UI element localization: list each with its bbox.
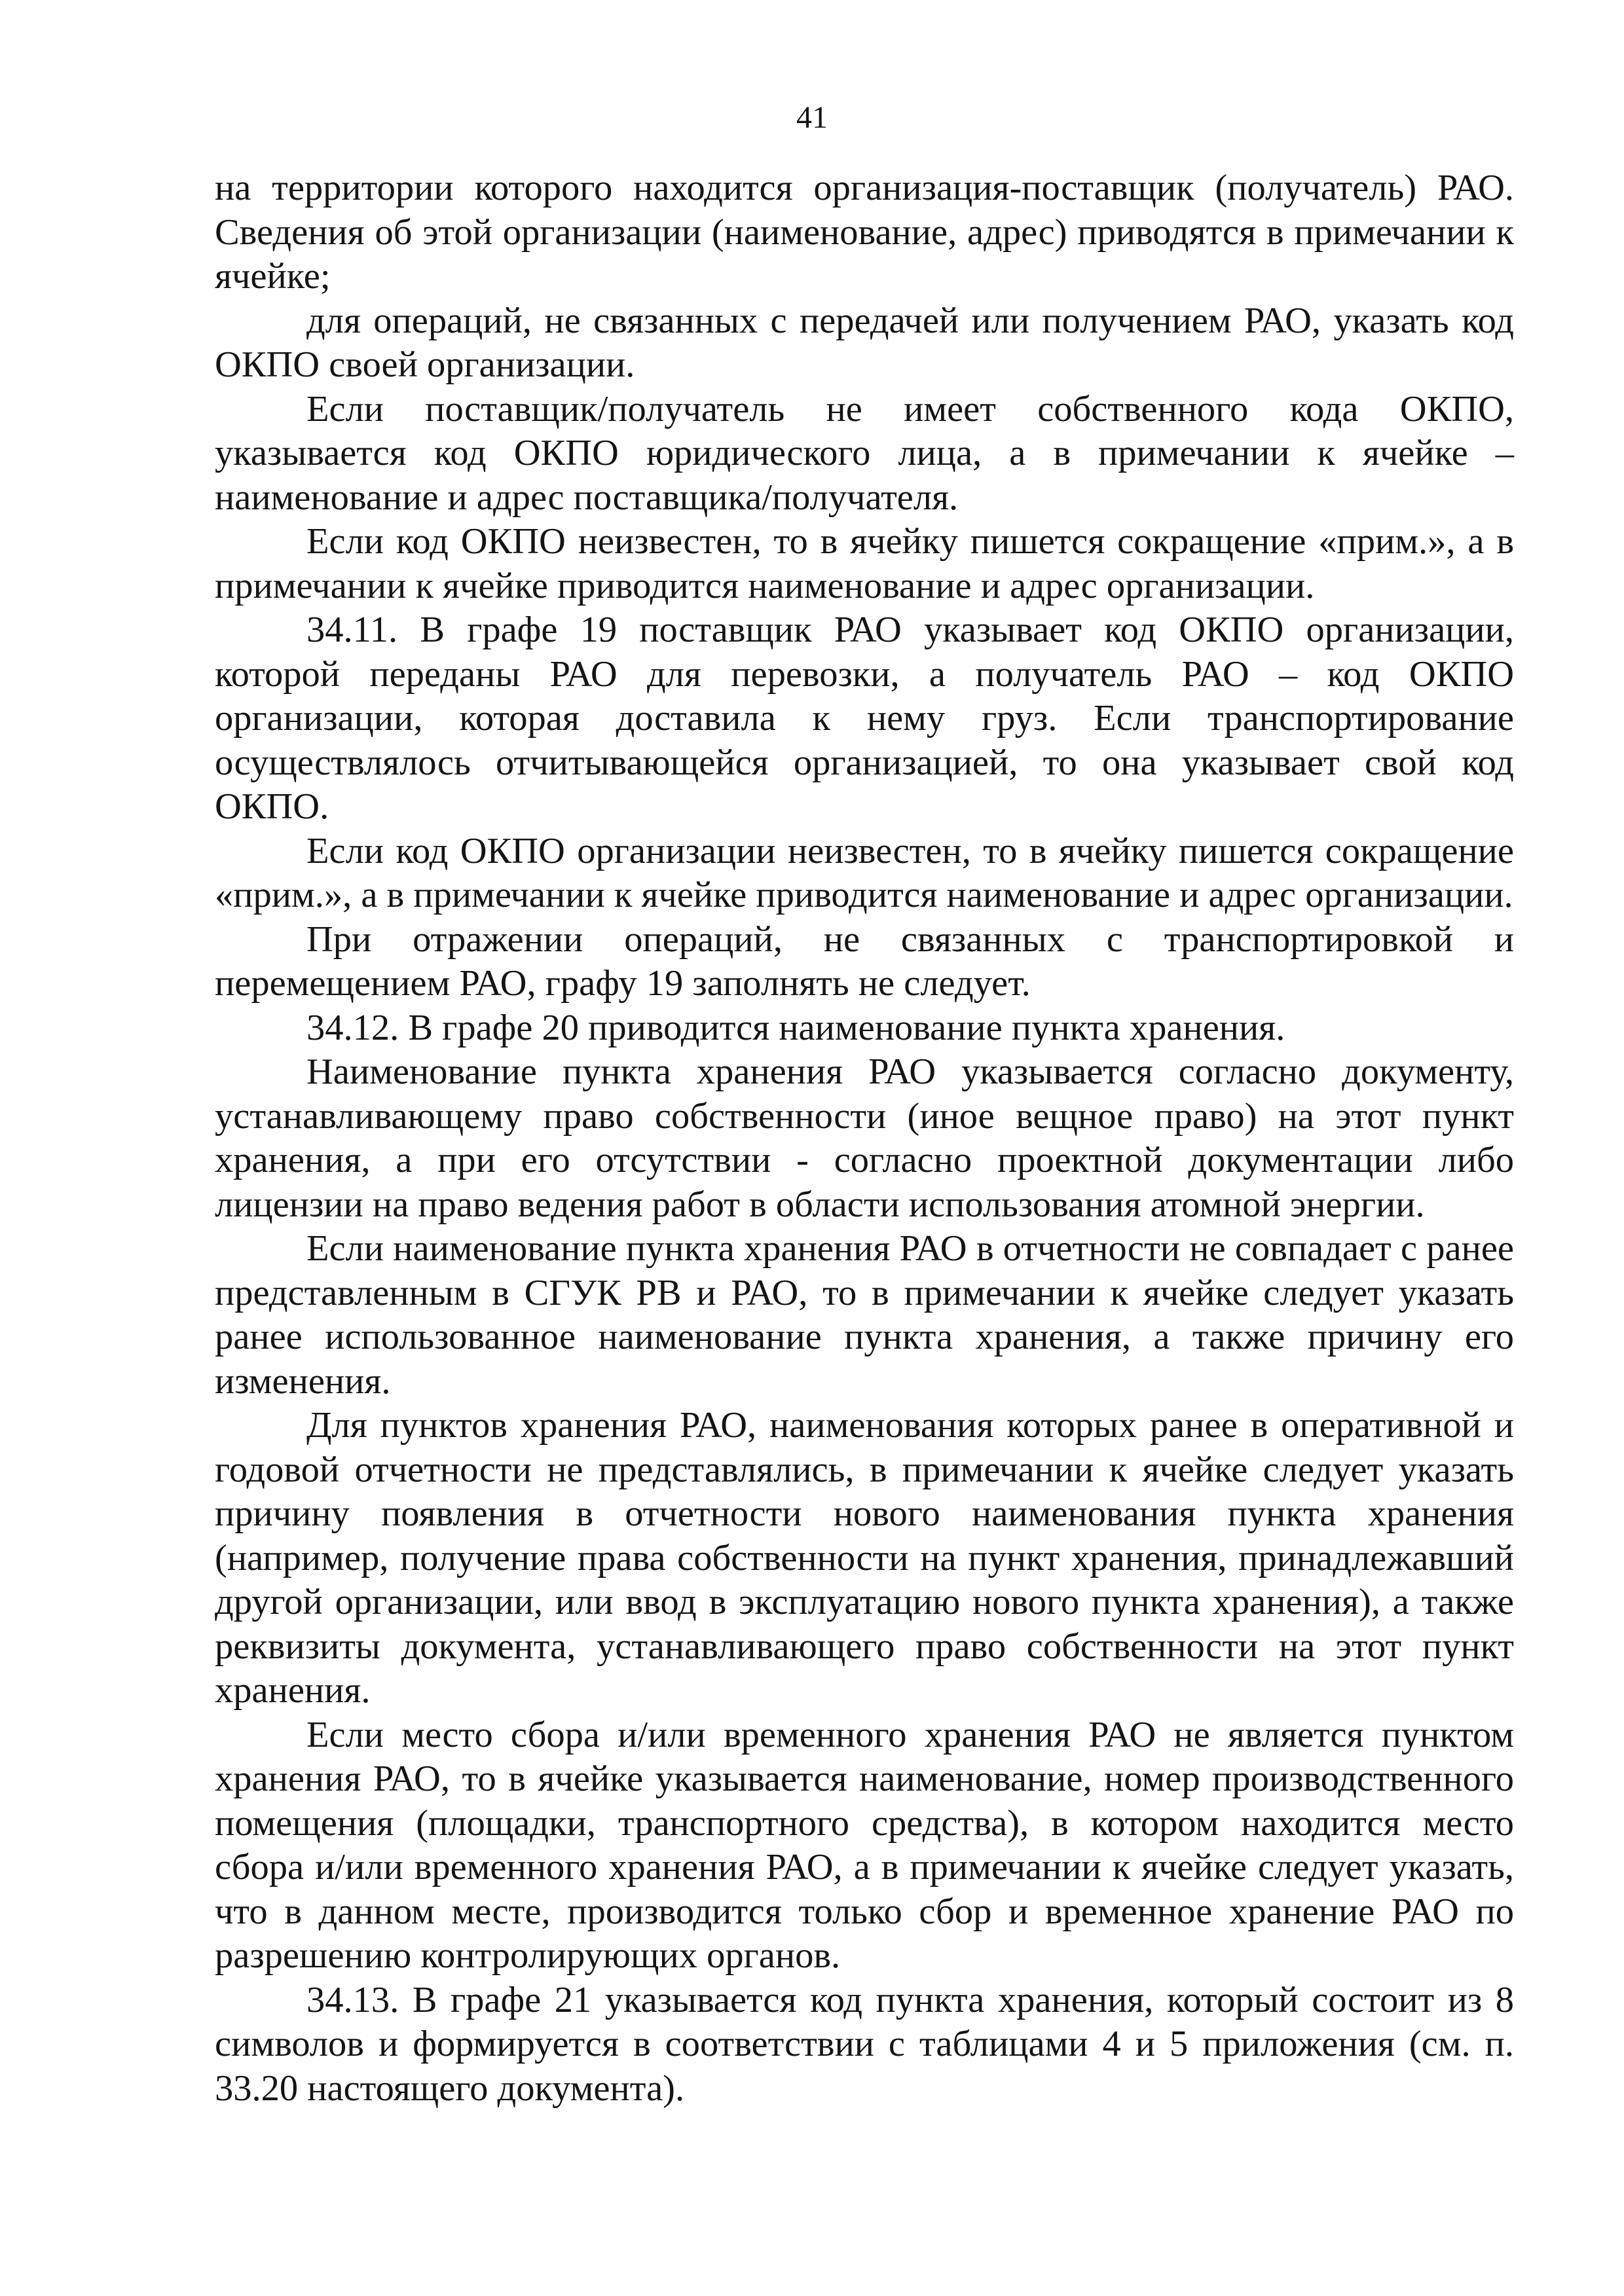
paragraph: Если код ОКПО неизвестен, то в ячейку пишется сокращение «прим.», а в примечании к ячейке приводится наименование и адрес организации. [215,521,1514,606]
paragraph: Если поставщик/получатель не имеет собственного кода ОКПО, указывается код ОКПО юридического лица, а в примечании к ячейке – наименование и адрес поставщика/получателя. [215,388,1514,518]
paragraph: Если место сбора и/или временного хранения РАО не является пунктом хранения РАО, то в ячейке указывается наименование, номер производственного помещения (площадки, транспортного средства), в котором находится место сбора и/или временного хранения РАО, а в примечании к ячейке следует указать, что в данном месте, производится только сбор и временное хранение РАО по разрешению контролирующих органов. [215,1714,1514,1976]
page-number: 41 [796,100,828,135]
paragraph: для операций, не связанных с передачей или получением РАО, указать код ОКПО своей организации. [215,300,1514,385]
paragraph: При отражении операций, не связанных с транспортировкой и перемещением РАО, графу 19 заполнять не следует. [215,919,1514,1004]
paragraph: 34.13. В графе 21 указывается код пункта хранения, который состоит из 8 символов и формируется в соответствии с таблицами 4 и 5 приложения (см. п. 33.20 настоящего документа). [215,1979,1514,2109]
paragraph: Если наименование пункта хранения РАО в отчетности не совпадает с ранее представленным в СГУК РВ и РАО, то в примечании к ячейке следует указать ранее использованное наименование пункта хранения, а также причину его изменения. [215,1228,1514,1402]
paragraph: Для пунктов хранения РАО, наименования которых ранее в оперативной и годовой отчетности не представлялись, в примечании к ячейке следует указать причину появления в отчетности нового наименования пункта хранения (например, получение права собственности на пункт хранения, принадлежавший другой организации, или ввод в эксплуатацию нового пункта хранения), а также реквизиты документа, устанавливающего право собственности на этот пункт хранения. [215,1405,1514,1711]
paragraph: на территории которого находится организация-поставщик (получатель) РАО. Сведения об этой организации (наименование, адрес) приводятся в примечании к ячейке; [215,168,1514,297]
paragraph: Наименование пункта хранения РАО указывается согласно документу, устанавливающему право собственности (иное вещное право) на этот пункт хранения, а при его отсутствии - согласно проектной документации либо лицензии на право ведения работ в области использования атомной энергии. [215,1051,1514,1225]
paragraph: 34.11. В графе 19 поставщик РАО указывает код ОКПО организации, которой переданы РАО для перевозки, а получатель РАО – код ОКПО организации, которая доставила к нему груз. Если транспортирование осуществлялось отчитывающейся организацией, то она указывает свой код ОКПО. [215,610,1514,827]
paragraph: Если код ОКПО организации неизвестен, то в ячейку пишется сокращение «прим.», а в примечании к ячейке приводится наименование и адрес организации. [215,830,1514,915]
document-body [215,166,1514,2111]
paragraph: 34.12. В графе 20 приводится наименование пункта хранения. [306,1007,1285,1048]
